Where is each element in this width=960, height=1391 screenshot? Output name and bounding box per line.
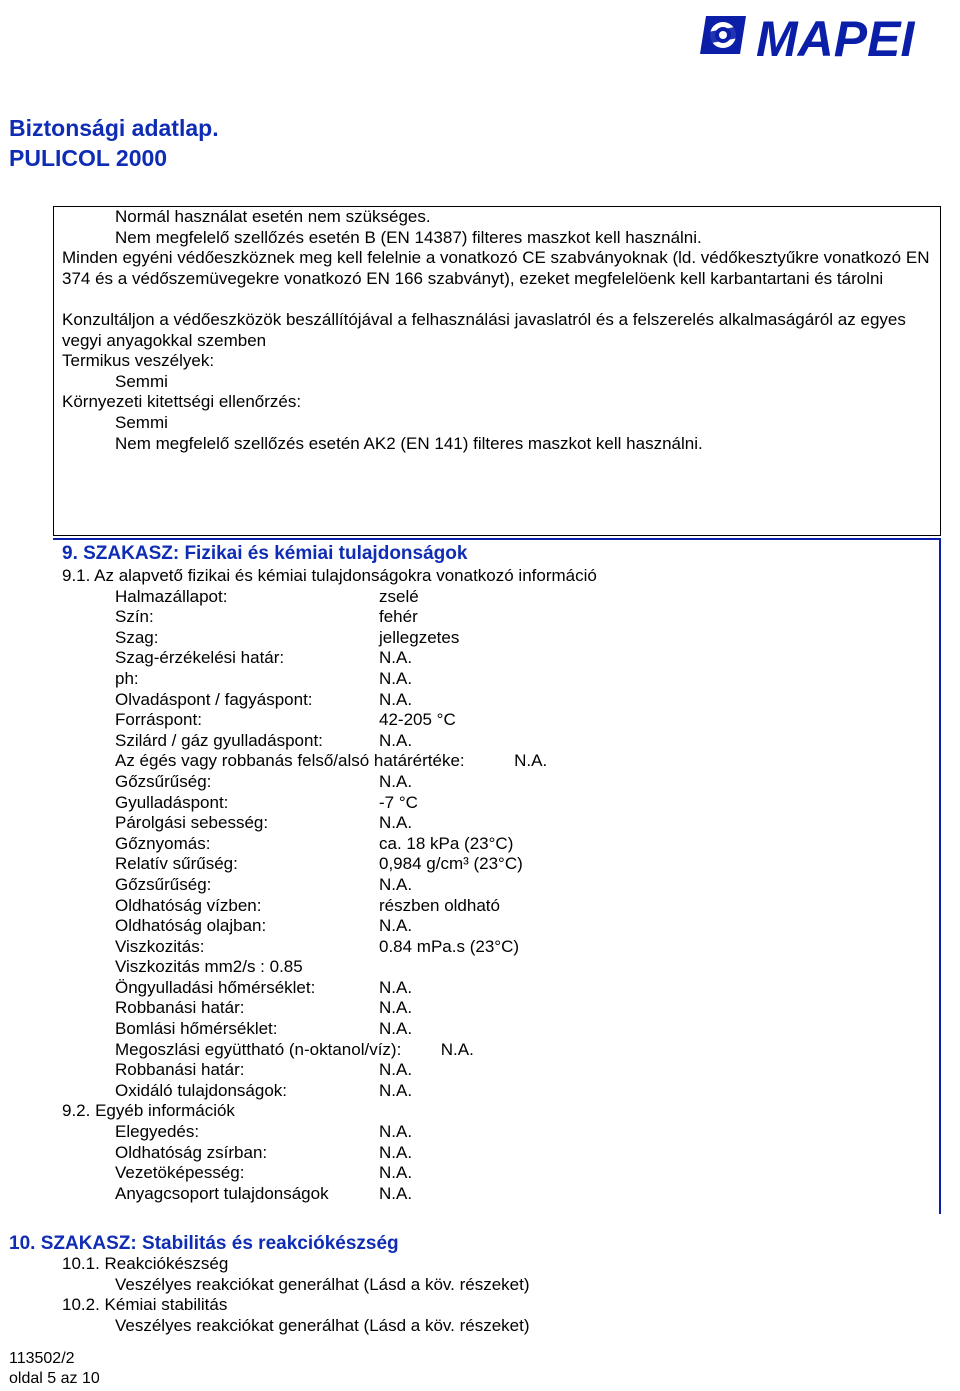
property-key: Szag-érzékelési határ:: [115, 648, 285, 668]
property-key: Gőzsűrűség:: [115, 874, 212, 894]
property-key: Megoszlási együttható (n-oktanol/víz):: [115, 1039, 402, 1059]
text-line: Veszélyes reakciókat generálhat (Lásd a köv. részeket): [115, 1315, 530, 1335]
property-row: [62, 772, 932, 793]
section-9-content: [62, 566, 932, 1204]
property-list: [62, 1060, 932, 1101]
property-key: Gyulladáspont:: [115, 792, 229, 812]
section-10-heading: 10. SZAKASZ: Stabilitás és reakciókészség: [9, 1233, 399, 1254]
property-value: N.A.: [379, 668, 413, 688]
property-key: Oxidáló tulajdonságok:: [115, 1080, 288, 1100]
property-value: N.A.: [379, 1183, 413, 1203]
property-value: N.A.: [379, 771, 413, 791]
property-key: Gőzsűrűség:: [115, 771, 212, 791]
property-value: fehér: [379, 607, 418, 627]
property-key: Az égés vagy robbanás felső/alsó határértéke:: [115, 751, 465, 771]
property-row: [62, 998, 932, 1019]
property-row: [62, 607, 932, 628]
document-code: 113502/2: [9, 1350, 75, 1367]
property-value: N.A.: [379, 977, 413, 997]
property-key: Viszkozitás:: [115, 936, 205, 956]
section-8-content: [62, 207, 932, 454]
property-value: -7 °C: [379, 792, 418, 812]
property-value: N.A.: [379, 1060, 413, 1080]
text-line: Normál használat esetén nem szükséges.: [115, 207, 431, 226]
title-line-2: PULICOL 2000: [9, 145, 168, 171]
property-key: Robbanási határ:: [115, 998, 245, 1018]
section-10-content: [62, 1254, 932, 1336]
property-row: [62, 978, 932, 999]
property-row: [62, 648, 932, 669]
property-value: N.A.: [379, 689, 413, 709]
property-key: Öngyulladási hőmérséklet:: [115, 977, 316, 997]
property-row: [62, 896, 932, 917]
property-value: jellegzetes: [379, 627, 460, 647]
property-key: Szín:: [115, 607, 154, 627]
text-line: Környezeti kitettségi ellenőrzés:: [62, 392, 302, 412]
property-value: N.A.: [379, 813, 413, 833]
property-list: [62, 1122, 932, 1204]
property-row: [62, 1081, 932, 1102]
mapei-logo: [696, 4, 958, 74]
page-number: oldal 5 az 10: [9, 1370, 100, 1387]
property-row: [62, 793, 932, 814]
property-key: Szilárd / gáz gyulladáspont:: [115, 730, 323, 750]
property-value: 0,984 g/cm³ (23°C): [379, 854, 523, 874]
text-line: Nem megfelelő szellőzés esetén B (EN 14387) filteres maszkot kell használni.: [115, 227, 702, 247]
property-key: Bomlási hőmérséklet:: [115, 1019, 278, 1039]
subsection-heading: 10.1. Reakciókészség: [62, 1254, 229, 1273]
property-row: [62, 1184, 932, 1205]
property-key: Oldhatóság zsírban:: [115, 1142, 268, 1162]
property-value: N.A.: [379, 1019, 413, 1039]
property-key: Oldhatóság vízben:: [115, 895, 262, 915]
property-row: [62, 731, 932, 752]
property-row: [62, 813, 932, 834]
property-key: Forráspont:: [115, 710, 202, 730]
document-title: [9, 113, 219, 173]
property-value: 42-205 °C: [379, 710, 456, 730]
subsection-heading: 9.1. Az alapvető fizikai és kémiai tulajdonságokra vonatkozó információ: [62, 566, 597, 585]
property-key: Halmazállapot:: [115, 586, 228, 606]
mapei-emblem-icon: [700, 16, 746, 54]
property-row: [62, 916, 932, 937]
property-value: 0.84 mPa.s (23°C): [379, 936, 520, 956]
property-value: N.A.: [379, 998, 413, 1018]
title-line-1: Biztonsági adatlap.: [9, 115, 219, 141]
subsection-heading: 10.2. Kémiai stabilitás: [62, 1295, 228, 1315]
subsection-heading: 9.2. Egyéb információk: [62, 1101, 235, 1121]
property-value: N.A.: [379, 1122, 413, 1142]
text-line: Nem megfelelő szellőzés esetén AK2 (EN 141) filteres maszkot kell használni.: [115, 433, 703, 453]
property-value: ca. 18 kPa (23°C): [379, 833, 514, 853]
property-key: Gőznyomás:: [115, 833, 211, 853]
property-key: Relatív sűrűség:: [115, 854, 238, 874]
property-row: [62, 1040, 932, 1061]
text-line: Semmi: [115, 371, 168, 391]
property-row: [62, 854, 932, 875]
property-value: zselé: [379, 586, 419, 606]
property-key: Robbanási határ:: [115, 1060, 245, 1080]
text-line: Semmi: [115, 412, 168, 432]
section-9-heading: 9. SZAKASZ: Fizikai és kémiai tulajdonságok: [62, 543, 468, 564]
property-row: [62, 1122, 932, 1143]
property-key: Olvadáspont / fagyáspont:: [115, 689, 313, 709]
property-row: [62, 669, 932, 690]
property-key: Párolgási sebesség:: [115, 813, 269, 833]
property-row: [62, 690, 932, 711]
property-row: [62, 1019, 932, 1040]
property-list: [62, 978, 932, 1040]
property-value: N.A.: [379, 1142, 413, 1162]
text-paragraph: Minden egyéni védőeszköznek meg kell felelnie a vonatkozó CE szabványoknak (ld. védőkesztyűkre vonatkozó EN 374 és a védőszemüvegekre vonatkozó EN 166 szabványt), ezeket megfelelöenk kell karbantartani és tárolni: [62, 248, 930, 288]
property-key: Oldhatóság olajban:: [115, 916, 267, 936]
property-value: N.A.: [440, 1039, 474, 1059]
svg-text:MAPEI: MAPEI: [756, 11, 915, 67]
text-paragraph: Konzultáljon a védőeszközök beszállítójával a felhasználási javaslatról és a felszerelés alkalmaságáról az egyes vegyi anyagokkal szemben: [62, 309, 906, 350]
property-value: N.A.: [379, 648, 413, 668]
text-line: Veszélyes reakciókat generálhat (Lásd a köv. részeket): [115, 1274, 530, 1294]
property-row: [62, 587, 932, 608]
property-row: [62, 1060, 932, 1081]
property-row: [62, 1163, 932, 1184]
property-row: [62, 751, 932, 772]
property-value: N.A.: [379, 730, 413, 750]
page-footer: [9, 1349, 100, 1389]
property-key: Szag:: [115, 627, 159, 647]
property-row: [62, 628, 932, 649]
property-key: ph:: [115, 668, 139, 688]
text-line: Termikus veszélyek:: [62, 351, 215, 371]
property-value: N.A.: [379, 874, 413, 894]
property-row: Viszkozitás mm2/s : 0.85: [115, 957, 303, 977]
property-key: Anyagcsoport tulajdonságok: [115, 1183, 329, 1203]
property-key: Elegyedés:: [115, 1122, 200, 1142]
property-row: [62, 834, 932, 855]
property-value: N.A.: [379, 1163, 413, 1183]
property-key: Vezetöképesség:: [115, 1163, 245, 1183]
property-row: [62, 710, 932, 731]
property-row: [62, 937, 932, 958]
property-row: [62, 1143, 932, 1164]
property-row: [62, 875, 932, 896]
property-list: [62, 587, 932, 752]
property-value: N.A.: [379, 1080, 413, 1100]
property-value: részben oldható: [379, 895, 500, 915]
property-value: N.A.: [379, 916, 413, 936]
property-list: [62, 772, 932, 957]
property-value: N.A.: [514, 751, 548, 771]
